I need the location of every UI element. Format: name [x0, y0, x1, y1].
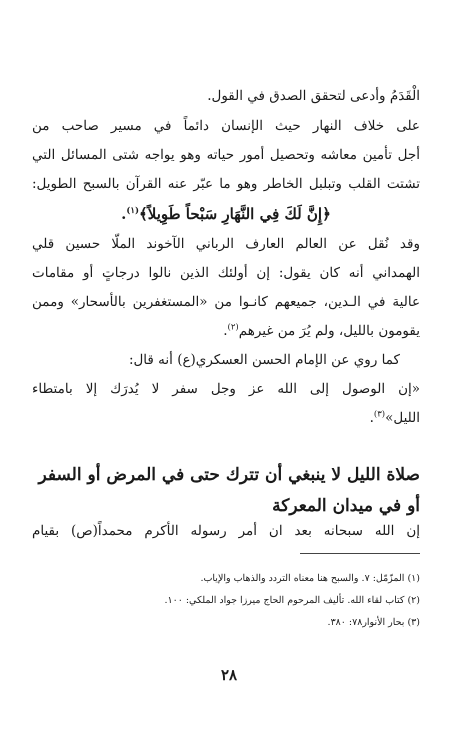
section-heading-line-2: أو في ميدان المعركة	[272, 496, 420, 516]
body-line-4: تشتت القلب وتبلبل الخاطر وهو ما عبّر عنه القرآن بالسبح الطويل:	[32, 176, 420, 192]
section-heading-line-1: صلاة الليل لا ينبغي أن تترك حتى في المرض أو السفر	[38, 465, 420, 485]
body-line-3: أجل تأمين معاشه وتحصيل أمور حياته وهو يواجه شتى المسائل التي	[32, 147, 420, 163]
body-line-9-text: يقومون بالليل، ولم يُرَ من غيرهم	[238, 323, 420, 339]
body-line-8: عالية في الـدين، جميعهم كانـوا من «المستغفرين بالأسحار» وممن	[32, 294, 420, 310]
line-12-end-dot: .	[369, 410, 374, 426]
footnote-marker-3: (٣)	[373, 409, 386, 420]
quran-verse-text: ﴿إِنَّ لَكَ فِي النَّهَارِ سَبْحاً طَوِيلاً﴾	[138, 205, 331, 223]
body-line-10	[32, 345, 420, 375]
body-line-11: «إن الوصول إلى الله عز وجل سفر لا يُدرَك إلا بامتطاء	[32, 381, 420, 397]
verse-end-dot: .	[121, 205, 127, 223]
body-line-7: الهمداني أنه كان يقول: إن أولئك الذين نالوا درجاتٍ أو مقامات	[32, 265, 420, 281]
body-line-2: على خلاف النهار حيث الإنسان دائماً في مسير صاحب من	[32, 118, 420, 134]
page-number: ٢٨	[220, 666, 238, 684]
body-line-after-heading: إن الله سبحانه بعد ان أمر رسوله الأكرم محمداً(ص) بقيام	[32, 523, 420, 539]
footnote-1: (١) المزّمّل: ٧. والسبح هنا معناه التردد والذهاب والإياب.	[200, 573, 420, 584]
footnote-2: (٢) كتاب لقاء الله. تأليف المرحوم الحاج ميرزا جواد الملكي: ١٠٠.	[164, 595, 420, 606]
body-line-12	[32, 403, 420, 433]
footnote-3: (٣) بحار الأنوار٧٨: ٣٨٠.	[327, 617, 420, 628]
footnote-marker-2: (٢)	[227, 322, 239, 333]
footnote-divider	[300, 553, 420, 554]
footnote-marker-1: (١)	[126, 206, 139, 216]
body-line-1: الْقَدَمُ وأدعى لتحقق الصدق في القول.	[207, 88, 420, 104]
body-line-6: وقد نُقل عن العالم العارف الرباني الآخوند الملّا حسين قلي	[32, 236, 420, 252]
body-line-10-text: كما روي عن الإمام الحسن العسكري(ع) أنه قال:	[128, 352, 400, 368]
quran-verse	[32, 199, 420, 229]
line-9-end-dot: .	[223, 323, 228, 339]
body-line-9	[32, 316, 420, 346]
body-line-12-text: الليل»	[385, 410, 420, 426]
